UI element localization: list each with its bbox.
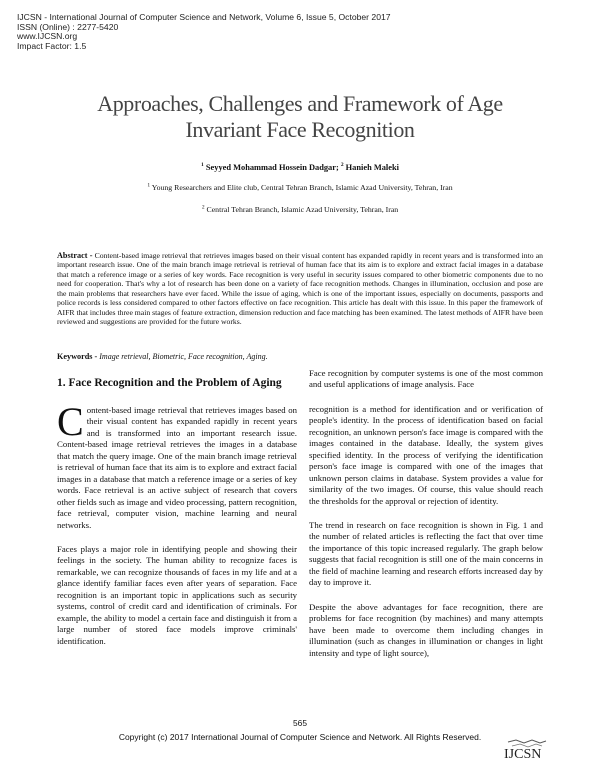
author-1: Seyyed Mohammad Hossein Dadgar; [205,163,339,172]
affiliation-2-text: Central Tehran Branch, Islamic Azad University, Tehran, Iran [206,205,399,214]
issn-line: ISSN (Online) : 2277-5420 [17,21,119,32]
title-line-1: Approaches, Challenges and Framework of Age [97,91,503,116]
right-column [309,368,543,672]
abstract [57,251,543,327]
ijcsn-logo [502,738,552,770]
right-paragraph-3: The trend in research on face recognition is shown in Fig. 1 and the number of related articles is reflecting the fact that over time the importance of this topic increased regularly. The graph below suggests that facial recognition is still one of the main concerns in the field of machine learning and research efforts increased day by day to improve it. [309,519,543,588]
left-paragraph-2: Faces plays a major role in identifying people and showing their feelings in the society. The human ability to recognize faces is remarkable, we can recognize thousands of faces in my life and at a glance identify familiar faces even after years of separation. Face recognition is an important topic in applications such as security systems, control of credit card and identification of criminals. For example, the ability to model a certain face and distinguish it from a large number of stored face models improve criminals' identification. [57,543,297,646]
abstract-label: Abstract - [57,251,93,260]
title-line-2: Invariant Face Recognition [185,117,415,142]
logo-text: IJCSN [504,747,542,762]
paper-title [40,91,560,143]
author1-sup: 1 [201,162,204,169]
impact-factor-line: Impact Factor: 1.5 [17,40,87,51]
journal-header-line: IJCSN - International Journal of Computer Science and Network, Volume 6, Issue 5, October 2017 [17,12,391,22]
author-2: Hanieh Maleki [345,163,399,172]
keywords-label: Keywords - [57,352,98,361]
page-number: 565 [293,718,307,728]
affiliation-2 [0,205,600,214]
dropcap: C [57,399,84,444]
right-paragraph-1: Face recognition by computer systems is one of the most common and useful applications of image analysis. Face [309,368,543,390]
affiliation-2-sup: 2 [201,204,205,211]
copyright: Copyright (c) 2017 International Journal of Computer Science and Network. All Rights Reserved. [118,732,482,742]
affiliation-1 [0,183,600,192]
section-heading: 1. Face Recognition and the Problem of Aging [57,377,282,389]
right-paragraph-4: Despite the above advantages for face recognition, there are problems for face recognition (by machines) and many attempts have been made to overcome them including changes in illumination (such as changes in illumination or changes in light intensity and type of light source), [309,601,543,658]
keywords [57,352,317,361]
author-line [0,163,600,172]
author2-sup: 2 [340,162,344,169]
affiliation-1-text: Young Researchers and Elite club, Central Tehran Branch, Islamic Azad University, Tehran, Iran [151,183,453,192]
right-paragraph-2: recognition is a method for identification and or verification of people's identity. In the process of identification based on facial recognition, an unknown person's face image is compared with the images contained in the database. Ideally, the system gives specified identity. In the process of verifying the identification person's face image is compared with one of the images that unknown person claims in database. System provides a value for similarity of the two images. Of course, this value should reach the thresholds for the approval or rejection of identity. [309,403,543,506]
left-column [57,399,297,660]
affiliation-1-sup: 1 [147,182,151,189]
website-line: www.IJCSN.org [17,31,78,42]
left-paragraph-1-text: ontent-based image retrieval that retrieves images based on their visual content has expanded rapidly in recent years and is transformed into an important research issue. Content-based image retrieval retrieves the images in a database that match the query image. One of the main branch image retrieval is retrieval of human face that its aim is to explore and extract facial images in a database that match a reference image or a series of key words. Face retrieval is an active subject of research that covers other fields such as image and video processing, pattern recognition, face retrieval, computer vision, machine learning and neural networks. [57,405,297,530]
keywords-text: Image retrieval, Biometric, Face recognition, Aging. [99,352,268,361]
journal-header [17,13,391,51]
abstract-text: Content-based image retrieval that retrieves images based on their visual content has expanded rapidly in recent years and is transformed into an important research issue. One of the main branch image retrieval is retrieval of human face that its aim is to explore and extract facial images in a database that match a reference image or a series of key words. Face recognition is very useful in security issues compared to other biometric components due to no need for cooperation. That's why a lot of research has been done on a variety of face recognition methods. Changes in illumination, occlusion and pose are the main problems that researchers have ever faced. While the issue of aging, which is one of the important issues, especially on documents, passports and police records is less considered compared to other factors effective on face recognition. This article has dealt with this issue. In this paper the framework of AIFR that includes three main stages of feature extraction, dimension reduction and face matching has been examined. The latest methods of AIFR have been reviewed and suggestions are provided for the future works. [57,251,543,327]
left-paragraph-1 [57,399,297,531]
